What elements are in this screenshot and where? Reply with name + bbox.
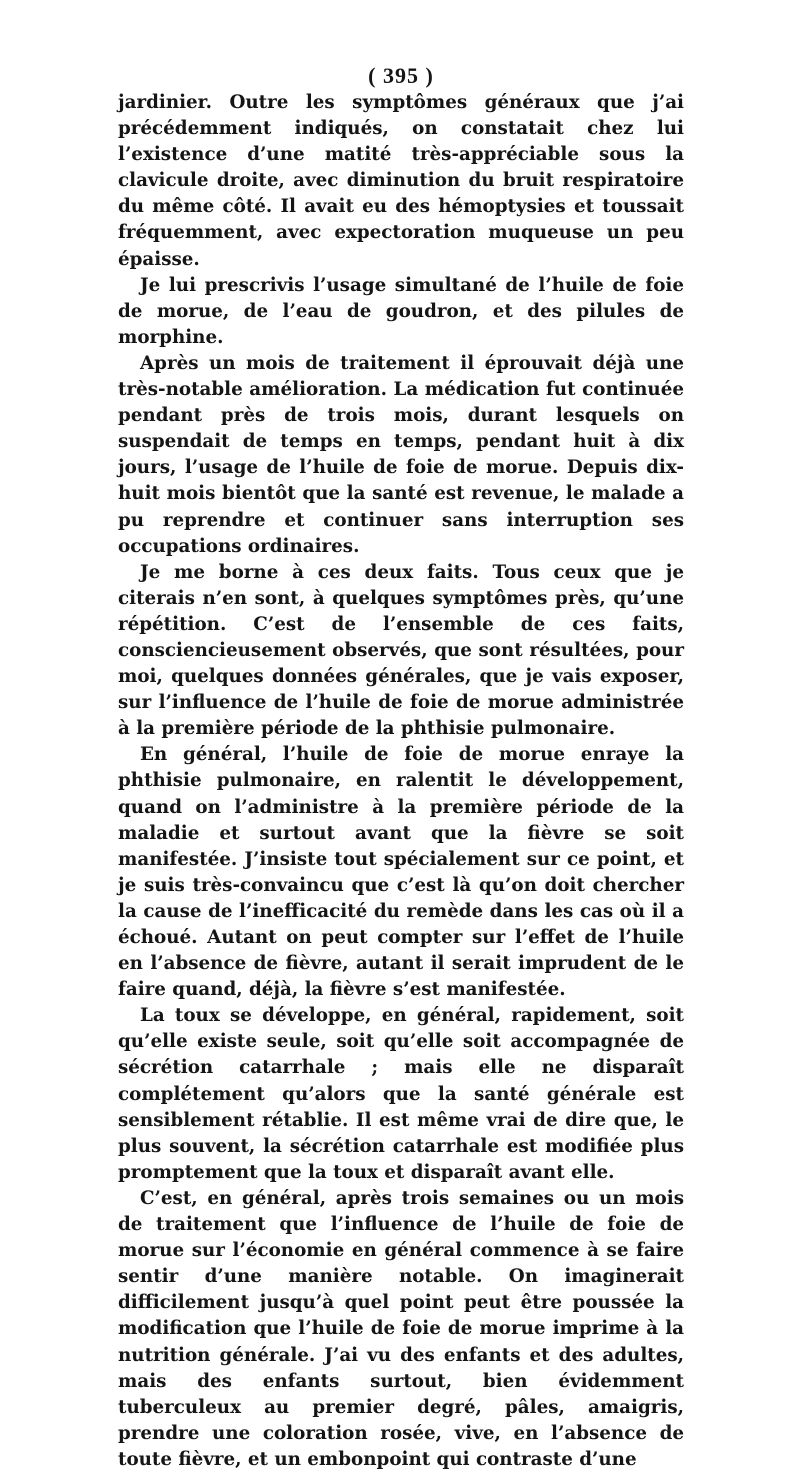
body-text (118, 90, 684, 1473)
paragraph: Après un mois de traitement il éprouvait déjà une très-notable amélioration. La médication fut continuée pendant près de trois mois, durant lesquels on suspendait de temps en temps, pendant huit à dix jours, l’usage de l’huile de foie de morue. Depuis dix-huit mois bientôt que la santé est revenue, le malade a pu reprendre et continuer sans interruption ses occupations ordinaires. (118, 352, 684, 557)
paragraph: C’est, en général, après trois semaines ou un mois de traitement que l’influence de l’huile de foie de morue sur l’économie en général commence à se faire sentir d’une manière notable. On imaginerait difficilement jusqu’à quel point peut être poussée la modification que l’huile de foie de morue imprime à la nutrition générale. J’ai vu des enfants et des adultes, mais des enfants surtout, bien évidemment tuberculeux au premier degré, pâles, amaigris, prendre une coloration rosée, vive, en l’absence de toute fièvre, et un embonpoint qui contraste d’une (118, 1187, 684, 1470)
paragraph: En général, l’huile de foie de morue enraye la phthisie pulmonaire, en ralentit le développement, quand on l’administre à la première période de la maladie et surtout avant que la fièvre se soit manifestée. J’insiste tout spécialement sur ce point, et je suis très-convaincu que c’est là qu’on doit chercher la cause de l’inefficacité du remède dans les cas où il a échoué. Autant on peut compter sur l’effet de l’huile en l’absence de fièvre, autant il serait imprudent de le faire quand, déjà, la fièvre s’est manifestée. (118, 744, 684, 1001)
book-page (118, 62, 684, 1473)
page-number: ( 395 ) (368, 63, 434, 88)
paragraph: Je lui prescrivis l’usage simultané de l’huile de foie de morue, de l’eau de goudron, et des pilules de morphine. (118, 274, 684, 348)
paragraph: jardinier. Outre les symptômes généraux que j’ai précédemment indiqués, on constatait chez lui l’existence d’une matité très-appréciable sous la clavicule droite, avec diminution du bruit respiratoire du même côté. Il avait eu des hémoptysies et toussait fréquemment, avec expectoration muqueuse un peu épaisse. (118, 92, 684, 270)
paragraph: La toux se développe, en général, rapidement, soit qu’elle existe seule, soit qu’elle soit accompagnée de sécrétion catarrhale ; mais elle ne disparaît complétement qu’alors que la santé générale est sensiblement rétablie. Il est même vrai de dire que, le plus souvent, la sécrétion catarrhale est modifiée plus promptement que la toux et disparaît avant elle. (118, 1005, 684, 1183)
paragraph: Je me borne à ces deux faits. Tous ceux que je citerais n’en sont, à quelques symptômes près, qu’une répétition. C’est de l’ensemble de ces faits, consciencieusement observés, que sont résultées, pour moi, quelques données générales, que je vais exposer, sur l’influence de l’huile de foie de morue administrée à la première période de la phthisie pulmonaire. (118, 561, 684, 740)
